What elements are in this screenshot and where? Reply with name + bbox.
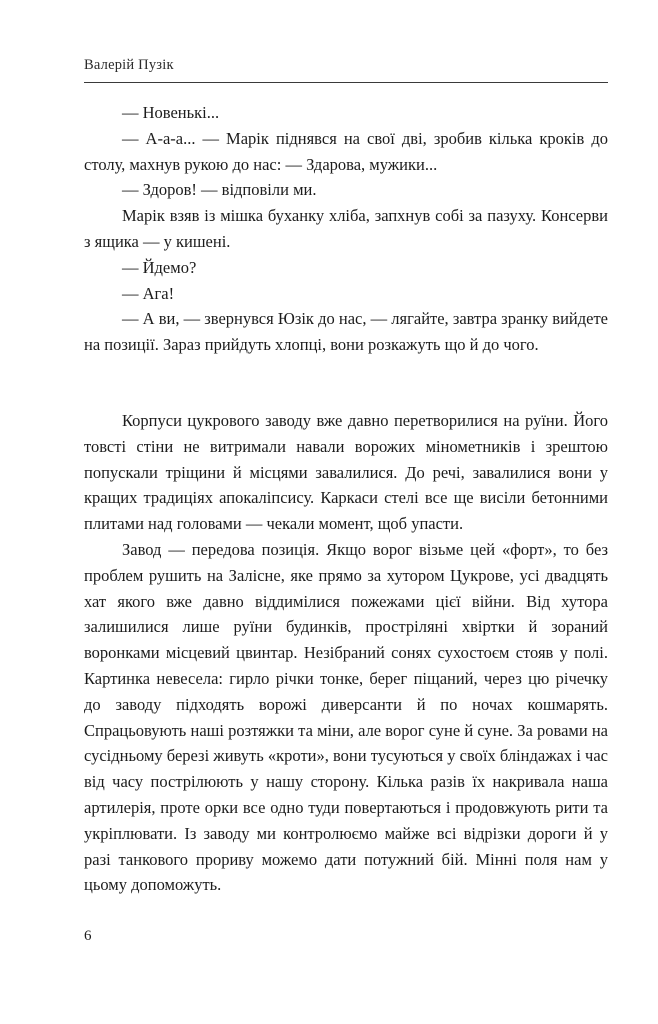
dialogue-line: — Ага!	[122, 283, 175, 303]
dialogue-line: — Новенькі...	[122, 103, 220, 122]
dialogue-line: — Здоров! — відповіли ми.	[122, 180, 317, 200]
dialogue-line: Марік взяв із мішка буханку хліба, запхнув собі за пазуху. Консерви з ящика — у кишені.	[84, 206, 608, 251]
running-header	[84, 57, 608, 83]
paragraph: Завод — передова позиція. Якщо ворог візьме цей «форт», то без проблем рушить на Залісне, яке прямо за хутором Цукрове, усі двадцять хат якого вже давно віддимілися пожежами цієї війни. Від хутора залишилися лише руїни будинків, простріляні хвіртки й зораний воронками місцевий цвинтар. Незібраний сонях сухостоєм стояв у полі. Картинка невесела: гирло річки тонке, берег піщаний, через цю річечку до заводу підходять ворожі диверсанти й по ночах кошмарять. Спрацьовують наші розтяжки та міни, але ворог суне й суне. За ровами на сусідньому березі живуть «кроти», вони тусуються у своїх бліндажах і час від часу пострілюють у нашу сторону. Кілька разів їх накривала наша артилерія, проте орки все одно туди повертаються і продовжують рити та укріплювати. Із заводу ми контролюємо майже всі відрізки дороги й у разі танкового прориву можемо дати потужний бій. Мінні поля нам у цьому допоможуть.	[84, 539, 608, 895]
section-break	[84, 358, 608, 408]
paragraph: Корпуси цукрового заводу вже давно перетворилися на руїни. Його товсті стіни не витримали навали ворожих мінометників і зрештою попускали тріщини й місцями завалилися. До речі, завалилися вони у кращих традиціях апокаліпсису. Каркаси стелі все ще висіли бетонними плитами над головами — чекали момент, щоб упасти.	[84, 410, 608, 534]
page-body	[84, 100, 608, 898]
dialogue-line: — А-а-а... — Марік піднявся на свої дві, зробив кілька кроків до столу, махнув рукою до нас: — Здарова, мужики...	[84, 128, 608, 174]
running-header-author: Валерій Пузік	[84, 57, 174, 73]
dialogue-line: — А ви, — звернувся Юзік до нас, — лягайте, завтра зранку вийдете на позиції. Зараз прийдуть хлопці, вони розкажуть що й до чого.	[84, 309, 608, 355]
page-number: 6	[84, 928, 92, 944]
dialogue-line: — Йдемо?	[122, 257, 197, 277]
page-footer	[84, 928, 92, 945]
